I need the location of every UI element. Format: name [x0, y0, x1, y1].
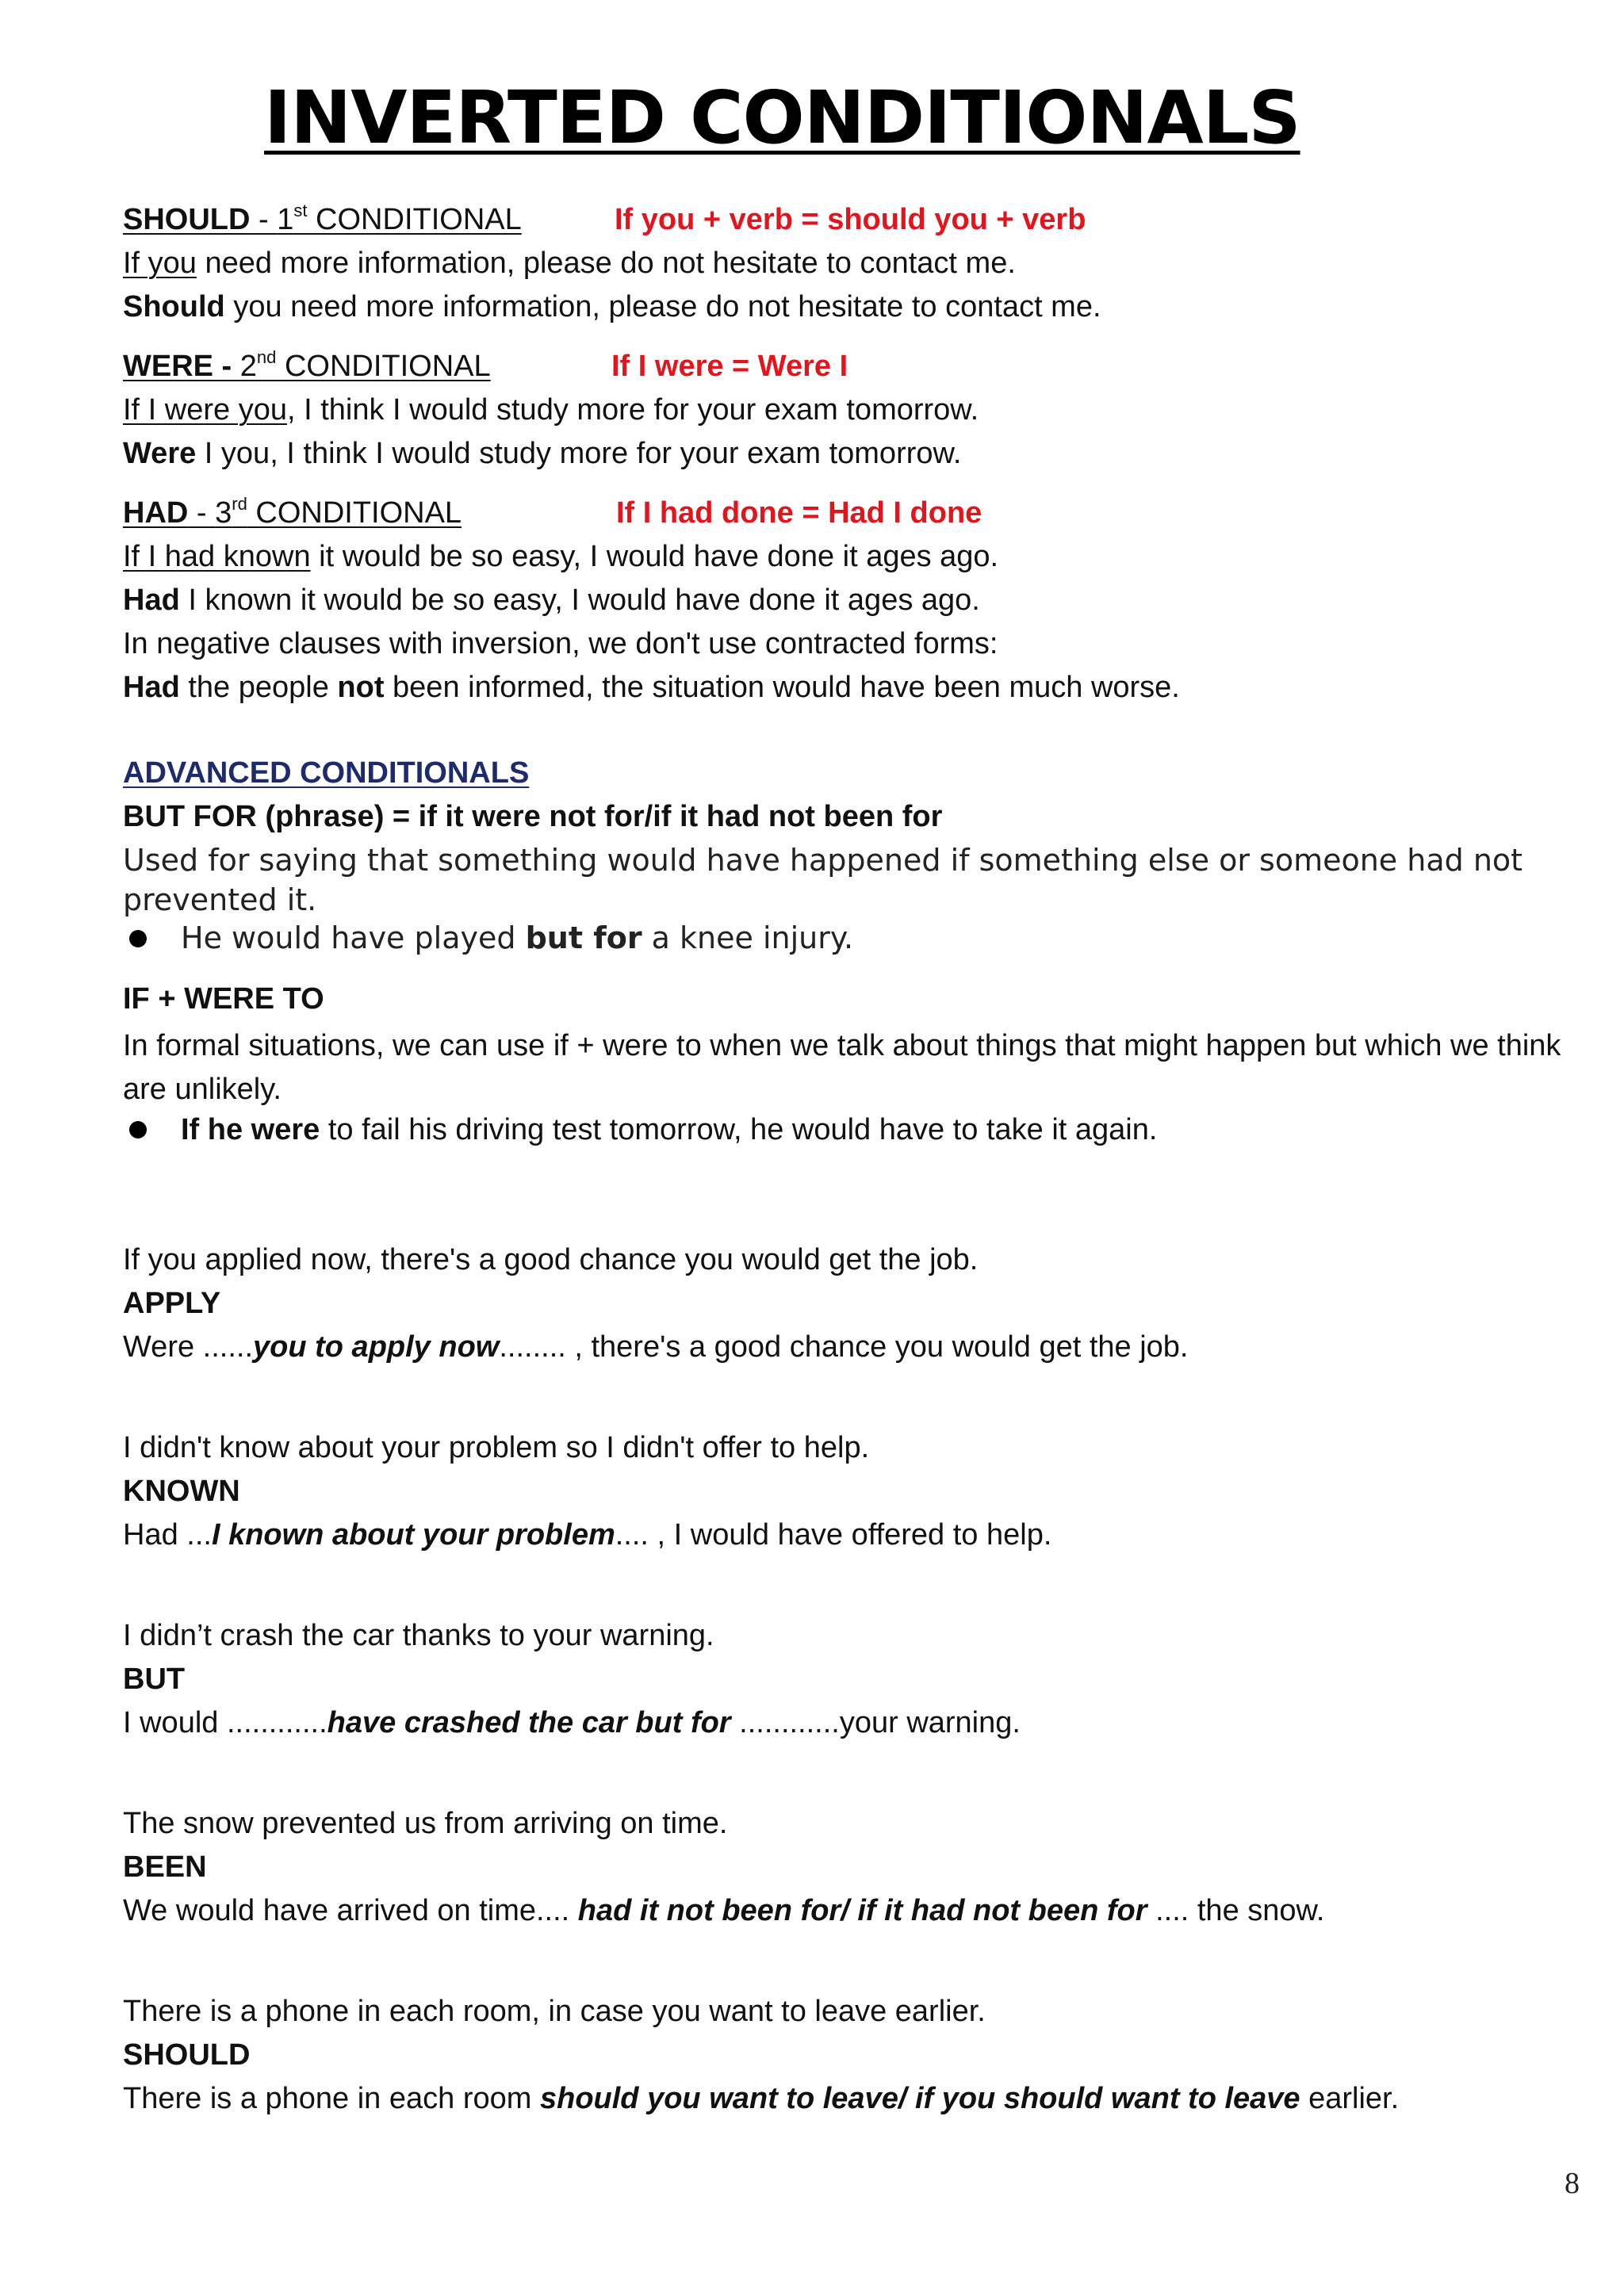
exercise-answer-line: We would have arrived on time.... had it not been for/ if it had not been for .... the snow. [123, 1894, 1325, 1927]
should-example-if: If you need more information, please do not hesitate to contact me. [123, 247, 1016, 280]
had-formula: If I had done = Had I done [616, 496, 982, 530]
ifwere-description: In formal situations, we can use if + were to when we talk about things that might happen but which we think are unlikely. [123, 1029, 1561, 1106]
exercise-keyword: KNOWN [123, 1475, 240, 1508]
exercise-answer: should you want to leave/ if you should want to leave [539, 2082, 1300, 2115]
had-heading: HAD - 3rd CONDITIONAL [123, 494, 462, 530]
should-formula: If you + verb = should you + verb [615, 203, 1086, 236]
page-title: INVERTED CONDITIONALS [264, 75, 1300, 160]
were-heading: WERE - 2nd CONDITIONAL [123, 347, 491, 383]
exercise-answer: had it not been for/ if it had not been for [577, 1894, 1147, 1927]
had-example-inverted: Had I known it would be so easy, I would have done it ages ago. [123, 584, 980, 617]
ifwere-heading: IF + WERE TO [123, 982, 324, 1016]
exercise-sentence: I didn’t crash the car thanks to your warning. [123, 1619, 714, 1652]
exercise-sentence: The snow prevented us from arriving on time. [123, 1807, 728, 1840]
had-example-if: If I had known it would be so easy, I would have done it ages ago. [123, 540, 999, 573]
were-example-if: If I were you, I think I would study more for your exam tomorrow. [123, 393, 979, 427]
exercise-sentence: I didn't know about your problem so I didn't offer to help. [123, 1431, 870, 1464]
exercise-sentence: If you applied now, there's a good chance you would get the job. [123, 1243, 979, 1276]
exercise-answer: have crashed the car but for [327, 1706, 731, 1739]
advanced-heading: ADVANCED CONDITIONALS [123, 756, 530, 790]
were-example-inverted: Were I you, I think I would study more for your exam tomorrow. [123, 437, 962, 470]
bullet-dot [129, 1121, 147, 1138]
exercise-sentence: There is a phone in each room, in case you want to leave earlier. [123, 1995, 986, 2028]
butfor-heading: BUT FOR (phrase) = if it were not for/if it had not been for [123, 800, 943, 833]
exercise-answer: I known about your problem [211, 1518, 615, 1552]
butfor-description: Used for saying that something would have happened if something else or someone had not prevented it. [123, 843, 1523, 917]
butfor-example: He would have played but for a knee injury. [181, 920, 854, 955]
exercise-answer-line: I would ............have crashed the car but for ............your warning. [123, 1706, 1021, 1739]
page-number: 8 [1565, 2167, 1580, 2200]
should-example-inverted: Should you need more information, please do not hesitate to contact me. [123, 290, 1101, 323]
exercise-answer-line: There is a phone in each room should you want to leave/ if you should want to leave earlier. [123, 2082, 1400, 2115]
exercise-keyword: APPLY [123, 1287, 221, 1320]
had-note: In negative clauses with inversion, we don't use contracted forms: [123, 627, 998, 660]
exercise-keyword: SHOULD [123, 2038, 251, 2072]
should-heading: SHOULD - 1st CONDITIONAL [123, 201, 522, 236]
bullet-dot [129, 930, 147, 947]
had-example-negative: Had the people not been informed, the situation would have been much worse. [123, 671, 1180, 704]
exercise-keyword: BUT [123, 1663, 186, 1696]
were-formula: If I were = Were I [611, 350, 848, 383]
exercise-keyword: BEEN [123, 1850, 207, 1884]
exercise-answer-line: Were ......you to apply now........ , there's a good chance you would get the job. [123, 1330, 1189, 1364]
exercise-answer: you to apply now [253, 1330, 500, 1364]
ifwere-example: If he were to fail his driving test tomorrow, he would have to take it again. [181, 1113, 1158, 1146]
exercise-answer-line: Had ...I known about your problem.... , I would have offered to help. [123, 1518, 1052, 1552]
